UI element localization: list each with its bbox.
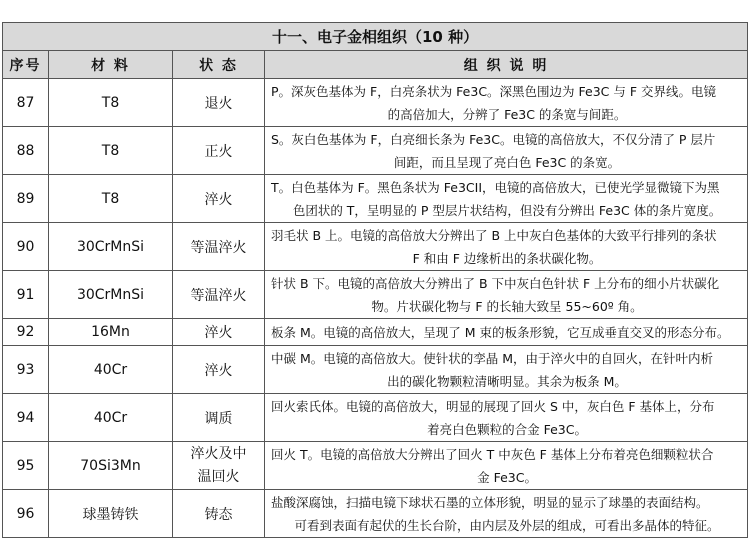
header-material: 材 料 xyxy=(49,51,173,79)
row-material: 球墨铸铁 xyxy=(49,490,173,538)
row-number: 96 xyxy=(3,490,49,538)
row-description xyxy=(265,442,748,490)
row-description xyxy=(265,490,748,538)
row-state: 铸态 xyxy=(173,490,265,538)
description-line: T。白色基体为 F。黑色条状为 Fe3CII，电镜的高倍放大，已使光学显微镜下为黑 xyxy=(271,179,720,195)
table-row xyxy=(3,175,748,223)
table-container xyxy=(2,22,747,538)
microstructure-table xyxy=(2,22,748,538)
row-material: 40Cr xyxy=(49,346,173,394)
row-material: 16Mn xyxy=(49,319,173,346)
description-line: 针状 B 下。电镜的高倍放大分辨出了 B 下中灰白色针状 F 上分布的细小片状碳化 xyxy=(271,275,720,291)
row-number: 93 xyxy=(3,346,49,394)
table-row xyxy=(3,223,748,271)
row-state: 等温淬火 xyxy=(173,223,265,271)
table-title-row xyxy=(3,23,748,51)
row-state: 等温淬火 xyxy=(173,271,265,319)
description-line: 色团状的 T，呈明显的 P 型层片状结构，但没有分辨出 Fe3C 体的条片宽度。 xyxy=(292,202,722,218)
description-line: 板条 M。电镜的高倍放大，呈现了 M 束的板条形貌，它互成垂直交叉的形态分布。 xyxy=(271,324,730,340)
row-number: 94 xyxy=(3,394,49,442)
description-line: 可看到表面有起伏的生长台阶，由内层及外层的组成，可看出多晶体的特征。 xyxy=(294,517,720,533)
row-state: 淬火 xyxy=(173,175,265,223)
state-line: 温回火 xyxy=(197,468,240,485)
description-line: 回火索氏体。电镜的高倍放大，明显的展现了回火 S 中，灰白色 F 基体上，分布 xyxy=(271,398,715,414)
table-title: 十一、电子金相组织（10 种） xyxy=(3,23,748,51)
description-line: 羽毛状 B 上。电镜的高倍放大分辨出了 B 上中灰白色基体的大致平行排列的条状 xyxy=(271,227,717,243)
row-description xyxy=(265,79,748,127)
row-material: T8 xyxy=(49,175,173,223)
row-number: 89 xyxy=(3,175,49,223)
table-row xyxy=(3,79,748,127)
row-state: 退火 xyxy=(173,79,265,127)
row-description xyxy=(265,319,748,346)
row-number: 92 xyxy=(3,319,49,346)
table-row xyxy=(3,346,748,394)
table-row xyxy=(3,319,748,346)
header-description: 组 织 说 明 xyxy=(265,51,748,79)
table-row xyxy=(3,127,748,175)
row-description xyxy=(265,271,748,319)
row-state: 调质 xyxy=(173,394,265,442)
row-material: 70Si3Mn xyxy=(49,442,173,490)
row-number: 91 xyxy=(3,271,49,319)
row-number: 87 xyxy=(3,79,49,127)
table-header-row xyxy=(3,51,748,79)
state-line: 淬火及中 xyxy=(190,445,247,462)
description-line: 盐酸深腐蚀，扫描电镜下球状石墨的立体形貌，明显的显示了球墨的表面结构。 xyxy=(271,494,709,510)
row-state: 淬火 xyxy=(173,346,265,394)
description-line: 金 Fe3C。 xyxy=(477,469,537,485)
description-line: 中碳 M。电镜的高倍放大。使针状的孪晶 M，由于淬火中的自回火，在针叶内析 xyxy=(271,350,714,366)
row-description xyxy=(265,127,748,175)
row-material: T8 xyxy=(49,127,173,175)
row-state: 淬火 xyxy=(173,319,265,346)
table-row xyxy=(3,394,748,442)
description-line: 的高倍加大，分辨了 Fe3C 的条宽与间距。 xyxy=(387,106,627,122)
row-state xyxy=(173,442,265,490)
description-line: 回火 T。电镜的高倍放大分辨出了回火 T 中灰色 F 基体上分布着亮色细颗粒状合 xyxy=(271,446,714,462)
row-number: 88 xyxy=(3,127,49,175)
row-material: 30CrMnSi xyxy=(49,271,173,319)
row-number: 90 xyxy=(3,223,49,271)
row-number: 95 xyxy=(3,442,49,490)
row-material: 30CrMnSi xyxy=(49,223,173,271)
table-row xyxy=(3,442,748,490)
row-material: T8 xyxy=(49,79,173,127)
row-description xyxy=(265,346,748,394)
header-state: 状 态 xyxy=(173,51,265,79)
description-line: 着亮白色颗粒的合金 Fe3C。 xyxy=(427,421,587,437)
description-line: 物。片状碳化物与 F 的长轴大致呈 55~60º 角。 xyxy=(371,298,643,314)
row-description xyxy=(265,394,748,442)
description-line: S。灰白色基体为 F，白亮细长条为 Fe3C。电镜的高倍放大，不仅分清了 P 层片 xyxy=(271,131,716,147)
table-row xyxy=(3,271,748,319)
description-line: 间距，而且呈现了亮白色 Fe3C 的条宽。 xyxy=(393,154,621,170)
header-number: 序号 xyxy=(3,51,49,79)
description-line: F 和由 F 边缘析出的条状碳化物。 xyxy=(412,250,602,266)
table-row xyxy=(3,490,748,538)
row-description xyxy=(265,223,748,271)
row-description xyxy=(265,175,748,223)
row-material: 40Cr xyxy=(49,394,173,442)
description-line: P。深灰色基体为 F，白亮条状为 Fe3C。深黑色围边为 Fe3C 与 F 交界线。电镜 xyxy=(271,83,717,99)
row-state: 正火 xyxy=(173,127,265,175)
description-line: 出的碳化物颗粒清晰明显。其余为板条 M。 xyxy=(387,373,627,389)
